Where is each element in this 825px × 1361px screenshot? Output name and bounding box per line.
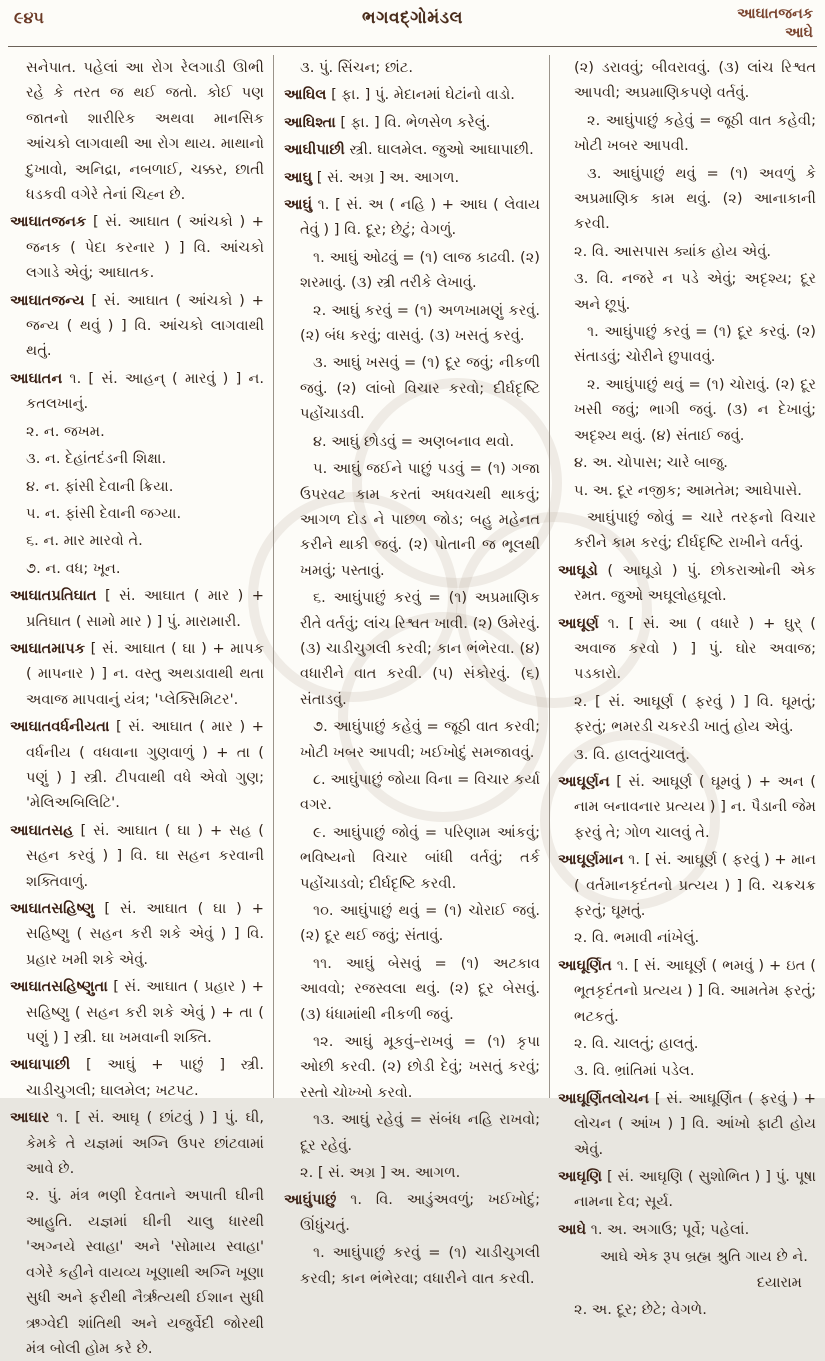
- dict-paragraph: [558, 953, 816, 1029]
- paragraph-text: ૩. વિ. હાલતુંચાલતું.: [574, 745, 690, 763]
- dict-paragraph: [284, 820, 540, 896]
- dict-paragraph: [284, 767, 540, 818]
- paragraph-text: ૨. વિ. ચાલતું; હાલતું.: [574, 1035, 699, 1053]
- dict-paragraph: [284, 1107, 540, 1158]
- dict-paragraph: [284, 165, 540, 190]
- dict-paragraph: [10, 1183, 264, 1361]
- dict-paragraph: [558, 319, 816, 370]
- paragraph-text: [ સં. આઘાત ( માર ) + પ્રતિઘાત ( સામો માર ) ] પું. મારામારી.: [26, 587, 264, 630]
- column-divider: [549, 55, 550, 1098]
- dict-paragraph: [10, 714, 264, 816]
- paragraph-text: ૨. અ. દૂર; છેટે; વેગળે.: [574, 1301, 707, 1319]
- headword: આઘૂર્ણન: [558, 772, 610, 790]
- dict-paragraph: [10, 446, 264, 471]
- dict-paragraph: [10, 1052, 264, 1103]
- dict-paragraph: [10, 419, 264, 444]
- headword: આઘાતન: [10, 369, 63, 387]
- paragraph-text: ૨. વિ. ભમાવી નાંખેલું.: [574, 929, 700, 947]
- headword: આઘૂર્ણિતલોચન: [558, 1089, 650, 1107]
- dict-paragraph: [558, 1244, 816, 1295]
- headword: આઘૂર્ણમાન: [558, 851, 624, 869]
- paragraph-text: ૧. [ સં. આઘૂર્ણ ( ફરવું ) + માન ( વર્તમાનકૃદંતનો પ્રત્યય ) ] વિ. ચક્રચક્ર ફરતું; ઘૂમતું.: [574, 851, 816, 919]
- paragraph-text: ૨. ન. જખમ.: [26, 422, 105, 440]
- dict-paragraph: [10, 209, 264, 285]
- headword: આઘાતસહ: [10, 821, 74, 839]
- paragraph-text: [ સં. આઘાત ( ઘા ) + સહિષ્ણુ ( સહન કરી શકે એવું ) ] વિ. પ્રહાર ખમી શકે એવું.: [26, 900, 264, 968]
- dict-paragraph: [558, 372, 816, 448]
- paragraph-text: આઘે એક રૂપ બ્રહ્મ શ્રુતિ ગાય છે ને.: [600, 1248, 808, 1266]
- paragraph-text: ૫. આઘું જઈને પાછું પડવું = (૧) ગજા ઉપરવટ કામ કરતાં અધવચથી થાકવું; આગળ દોડ ને પાછળ જોડ; બહુ મહેનત કરીને થાકી જવું. (૨) પોતાની જ ભૂલથી ખમવું; પસ્તાવું.: [300, 460, 540, 579]
- paragraph-text: ૧. [ સં. આઘૂર્ણ ( ભમવું ) + ઇત ( ભૂતકૃદંતનો પ્રત્યય ) ] વિ. આમતેમ ફરતું; ભટકતું.: [574, 956, 816, 1025]
- dict-paragraph: [10, 528, 264, 553]
- paragraph-text: સનેપાત. પહેલાં આ રોગ રેલગાડી ઊભી રહે કે તરત જ થઈ જતો. કોઈ પણ જાતનો શારીરિક અથવા માનસિક આંચકો લાગવાથી આ રોગ થાય. માથાનો દુખાવો, અનિદ્રા, નબળાઈ, ચક્કર, છાતી ધડકવી વગેરે તેનાં ચિહ્ન છે.: [26, 59, 264, 204]
- paragraph-text: ૧૩. આઘું રહેવું = સંબંધ નહિ રાખવો; દૂર રહેવું.: [300, 1111, 540, 1154]
- paragraph-text: [ ફા. ] વિ. ભેળસેળ કરેલું.: [335, 113, 491, 131]
- paragraph-text: ૪. અ. ચોપાસ; ચારે બાજુ.: [574, 454, 728, 472]
- paragraph-text: ૫. અ. દૂર નજીક; આમતેમ; આઘેપાસે.: [574, 481, 802, 499]
- paragraph-text: ૩. વિ. નજરે ન પડે એવું; અદૃશ્ય; દૂર અને છૂપું.: [574, 270, 816, 313]
- paragraph-text: ૪. આઘું છોડવું = અણબનાવ થવો.: [313, 432, 515, 450]
- headword: આઘુંપાછું: [284, 1191, 337, 1209]
- dict-paragraph: [284, 1029, 540, 1105]
- text-column-2: [284, 55, 540, 1287]
- page-title: ભગવદ્ગોમંડલ: [362, 8, 463, 28]
- headword: આઘાતસહિષ્ણુ: [10, 900, 95, 917]
- dict-paragraph: [558, 266, 816, 317]
- paragraph-text: ૭. આઘુંપાછું કહેવું = જૂઠી વાત કરવી; ખોટી ખબર આપવી; ખઈખોદું સમજાવવું.: [300, 718, 540, 761]
- dict-paragraph: [558, 478, 816, 503]
- paragraph-text: [ સં. અગ્ર ] અ. આગળ.: [312, 168, 460, 186]
- dict-paragraph: [558, 1297, 816, 1322]
- paragraph-text: ૧૨. આઘું મૂકવું–રાખવું = (૧) કૃપા ઓછી કરવી. (૨) છોડી દેવું; ખસતું કરવું; રસ્તો ચોખ્ખો કરવો.: [300, 1033, 540, 1101]
- paragraph-text: (૨) ડરાવવું; બીવરાવવું. (૩) લાંચ રિશ્વત આપવી; અપ્રમાણિકપણે વર્તવું.: [574, 59, 816, 102]
- headword: આઘાતવર્ધનીયતા: [10, 718, 110, 736]
- dict-paragraph: [284, 110, 540, 135]
- dict-paragraph: [558, 1217, 816, 1242]
- dict-paragraph: [558, 558, 816, 609]
- paragraph-text: ૧. [ સં. આહન્ ( મારવું ) ] ન. કતલખાનું.: [26, 369, 264, 413]
- dict-paragraph: [558, 742, 816, 767]
- dict-paragraph: [284, 137, 540, 162]
- paragraph-text: સ્ત્રી. ઘાલમેલ. જુઓ આઘાપાછી.: [344, 141, 534, 159]
- paragraph-text: ૧૦. આઘુંપાછું થવું = (૧) ચોરાઈ જવું. (૨) દૂર થઈ જવું; સંતાવું.: [300, 902, 540, 945]
- dict-paragraph: [10, 636, 264, 712]
- paragraph-text: ૨. આઘું કરવું = (૧) અળખામણું કરવું. (૨) બંધ કરવું; વાસવું. (૩) ખસતું કરવું.: [300, 301, 540, 345]
- paragraph-text: ૬. ન. માર મારવો તે.: [26, 532, 143, 550]
- dict-paragraph: [10, 288, 264, 364]
- header-rule: [8, 46, 817, 47]
- paragraph-text: ૨. [ સં. અગ્ર ] અ. આગળ.: [300, 1164, 461, 1182]
- dict-paragraph: [284, 245, 540, 296]
- paragraph-text: [ સં. આઘૂર્ણ ( ઘૂમવું ) + અન ( નામ બનાવનાર પ્રત્યય ) ] ન. પૈડાની જેમ ફરવું તે; ગોળ ચાલવું તે.: [574, 772, 816, 841]
- guide-words: [737, 5, 813, 43]
- text-column-1: [10, 55, 264, 1357]
- page-number: ૯૪૫: [14, 8, 44, 27]
- paragraph-text: ૨. વિ. આસપાસ ક્યાંક હોય એવું.: [574, 242, 772, 260]
- headword: આઘૂડો: [558, 561, 598, 579]
- dict-paragraph: [284, 714, 540, 765]
- paragraph-text: ૩. પું. સિંચન; છાંટ.: [300, 59, 413, 76]
- dict-paragraph: [284, 429, 540, 454]
- dict-paragraph: [558, 108, 816, 159]
- dict-paragraph: [284, 1240, 540, 1291]
- dict-paragraph: [558, 1031, 816, 1056]
- paragraph-text: [ સં. આઘાત ( ઘા ) + સહ ( સહન કરવું ) ] વિ. ઘા સહન કરવાની શક્તિવાળું.: [26, 821, 264, 890]
- paragraph-text: ૨. આઘુંપાછું કહેવું = જૂઠી વાત કહેવી; ખોટી ખબર આપવી.: [574, 111, 816, 155]
- dict-paragraph: [10, 1105, 264, 1181]
- paragraph-text: ૧. આઘુંપાછું કરવું = (૧) દૂર કરવું. (૨) સંતાડવું; ચોરીને છુપાવવું.: [574, 323, 816, 366]
- headword: આઘૂર્ણ: [558, 614, 599, 632]
- headword: આઘુ: [284, 168, 313, 186]
- headword: આઘાતપ્રતિઘાત: [10, 587, 97, 605]
- paragraph-text: ૩. આઘુંપાછું થવું = (૧) અવળું કે અપ્રમાણિક કામ થવું. (૨) આનાકાની કરવી.: [574, 164, 816, 233]
- dict-paragraph: [558, 1086, 816, 1162]
- paragraph-text: ૨. [ સં. આઘૂર્ણ ( ફરવું ) ] વિ. ઘૂમતું; ફરતું; ભમરડી ચકરડી ખાતું હોય એવું.: [574, 692, 816, 736]
- paragraph-text: ૬. આઘુંપાછું કરવું = (૧) અપ્રમાણિક રીતે વર્તવું; લાંચ રિશ્વત ખાવી. (૨) ઉમેરવું. (૩) ચાડીચુગલી કરવી; કાન ભંભેરવા. (૪) વધારીને વાત કરવી. (૫) સંકોરવું. (૬) સંતાડવું.: [300, 589, 540, 708]
- paragraph-text: [ આઘું + પાછું ] સ્ત્રી. ચાડીચુગલી; ઘાલમેલ; ખટપટ.: [26, 1056, 264, 1099]
- headword: આઘૃણિ: [558, 1168, 603, 1186]
- dict-paragraph: [284, 192, 540, 243]
- paragraph-text: [ સં. આઘાત ( ઘા ) + માપક ( માપનાર ) ] ન. વસ્તુ અથડાવાથી થતા અવાજ માપવાનું યંત્ર; 'પ્લેક્સિમિટર'.: [26, 639, 264, 708]
- paragraph-text: ૧. અ. અગાઉ; પૂર્વે; પહેલાં.: [586, 1220, 750, 1238]
- dict-paragraph: [558, 925, 816, 950]
- dict-paragraph: [558, 505, 816, 556]
- dict-paragraph: [558, 161, 816, 237]
- headword: આઘાતસહિષ્ણુતા: [10, 978, 108, 996]
- headword: આઘાતજનક: [10, 213, 87, 231]
- dict-paragraph: [284, 55, 540, 80]
- dict-paragraph: [10, 818, 264, 894]
- paragraph-text: ૨. આઘુંપાછું થવું = (૧) ચોરાવું. (૨) દૂર ખસી જવું; ભાગી જવું. (૩) ન દેખાવું; અદૃશ્ય થવું. (૪) સંતાઈ જવું.: [574, 375, 816, 444]
- dict-paragraph: [10, 974, 264, 1050]
- dict-paragraph: [558, 611, 816, 687]
- dict-paragraph: [558, 689, 816, 740]
- paragraph-text: [ સં. આઘૂર્ણિત ( ફરવું ) + લોચન ( આંખ ) ] વિ. આંખો ફાટી હોય એવું.: [574, 1089, 816, 1158]
- paragraph-text: ૧. આઘું ઓઢવું = (૧) લાજ કાઢવી. (૨) શરમાવું. (૩) સ્ત્રી તરીકે લેખાવું.: [300, 248, 540, 292]
- paragraph-text: ( આઘૂડો ) પું. છોકરાઓની એક રમત. જુઓ અઘૂલોહઘૂલો.: [574, 561, 816, 605]
- headword: આઘાર: [10, 1109, 50, 1127]
- paragraph-text: ૮. આઘુંપાછું જોયા વિના = વિચાર કર્યા વગર.: [300, 770, 540, 814]
- paragraph-text: ૧. [ સં. અ ( નહિ ) + આઘ ( લેવાય તેવું ) ] વિ. દૂર; છેટું; વેગળું.: [300, 196, 540, 239]
- dict-paragraph: [558, 769, 816, 845]
- headword: આઘિલ: [284, 86, 327, 104]
- dict-paragraph: [284, 898, 540, 949]
- headword: આઘીપાછી: [284, 141, 345, 159]
- dict-paragraph: [558, 1164, 816, 1215]
- paragraph-text: [ ફા. ] પું. મેદાનમાં ઘેટાંનો વાડો.: [326, 86, 515, 104]
- paragraph-text: ૪. ન. ફાંસી દેવાની ક્રિયા.: [26, 477, 174, 495]
- dict-paragraph: [10, 474, 264, 499]
- dict-paragraph: [284, 298, 540, 349]
- headword: આઘાતજન્ય: [10, 291, 85, 309]
- paragraph-text: આઘુંપાછું જોવું = ચારે તરફનો વિચાર કરીને કામ કરવું; દીર્ઘદૃષ્ટિ રાખીને વર્તવું.: [574, 508, 816, 552]
- paragraph-text: ૫. ન. ફાંસી દેવાની જગ્યા.: [26, 504, 182, 522]
- dict-paragraph: [10, 501, 264, 526]
- dict-paragraph: [284, 350, 540, 426]
- dict-paragraph: [10, 583, 264, 634]
- paragraph-text: ૧. [ સં. આ ( વધારે ) + ઘુર્ ( અવાજ કરવો ) ] પું. ઘોર અવાજ; પડકારો.: [574, 614, 816, 683]
- paragraph-text: [ સં. આઘાત ( માર ) + વર્ધનીય ( વધવાના ગુણવાળું ) + તા ( પણું ) ] સ્ત્રી. ટીપવાથી વધે એવો ગુણ; 'મેલિઅબિલિટિ'.: [26, 718, 264, 812]
- paragraph-text: ૧. [ સં. આઘૃ ( છાંટવું ) ] પું. ઘી, કેમકે તે યજ્ઞમાં અગ્નિ ઉપર છાંટવામાં આવે છે.: [26, 1109, 264, 1178]
- paragraph-text: ૩. આઘું ખસવું = (૧) દૂર જવું; નીકળી જવું. (૨) લાંબો વિચાર કરવો; દીર્ઘદૃષ્ટિ પહોંચાડવી.: [300, 354, 540, 423]
- paragraph-text: [ સં. આઘાત ( પ્રહાર ) + સહિષ્ણુ ( સહન કરી શકે એવું ) + તા ( પણું ) ] સ્ત્રી. ઘા ખમવાની શક્તિ.: [26, 978, 264, 1047]
- quote-attribution: દયારામ: [756, 1273, 802, 1291]
- dict-paragraph: [284, 1160, 540, 1185]
- paragraph-text: ૧૧. આઘું બેસવું = (૧) અટકાવ આવવો; રજસ્વલા થવું. (૨) દૂર બેસવું. (૩) ધંધામાંથી નીકળી જવું.: [300, 954, 540, 1023]
- dict-paragraph: [10, 556, 264, 581]
- dict-paragraph: [558, 1058, 816, 1083]
- dict-paragraph: [284, 82, 540, 107]
- paragraph-text: ૩. વિ. ભ્રાંતિમાં પડેલ.: [574, 1062, 695, 1080]
- guide-word-first: આઘાતજનક: [737, 6, 813, 22]
- guide-word-last: આઘે: [785, 25, 813, 41]
- dict-paragraph: [10, 366, 264, 417]
- column-divider: [273, 55, 274, 1098]
- dict-paragraph: [558, 450, 816, 475]
- headword: આઘિશ્તા: [284, 113, 336, 131]
- paragraph-text: ૯. આઘુંપાછું જોવું = પરિણામ આંકવું; ભવિષ્યનો વિચાર બાંધી વર્તવું; તર્ક પહોંચાડવો; દીર્ઘદૃષ્ટિ કરવી.: [300, 823, 540, 892]
- dict-paragraph: [558, 55, 816, 106]
- text-column-3: [558, 55, 816, 1319]
- dict-paragraph: [558, 847, 816, 923]
- paragraph-text: ૨. પું. મંત્ર ભણી દેવતાને અપાતી ઘીની આહુતિ. યજ્ઞમાં ઘીની ચાલુ ધારથી 'અગ્નયે સ્વાહા' અને 'સોમાય સ્વાહા' વગેરે કહીને વાયવ્ય ખૂણાથી અગ્નિ ખૂણા સુધી અને ફરીથી નૈર્ઋત્યથી ઈશાન સુધી ઋગ્વેદી શાંતિથી અને યજુર્વેદી જોરથી મંત્ર બોલી હોમ કરે છે.: [26, 1187, 264, 1357]
- headword: આઘાપાછી: [10, 1056, 71, 1074]
- paragraph-text: [ સં. આઘાત ( આંચકો ) + જનક ( પેદા કરનાર ) ] વિ. આંચકો લગાડે એવું; આઘાતક.: [26, 213, 264, 282]
- headword: આઘાતમાપક: [10, 639, 85, 657]
- dict-paragraph: [284, 456, 540, 583]
- paragraph-text: ૧. આઘુંપાછું કરવું = (૧) ચાડીચુગલી કરવી; કાન ભંભેરવા; વધારીને વાત કરવી.: [300, 1244, 540, 1287]
- dict-paragraph: [558, 239, 816, 264]
- headword: આઘૂર્ણિત: [558, 956, 612, 974]
- headword: આઘે: [558, 1220, 587, 1238]
- paragraph-text: [ સં. આઘાત ( આંચકો ) + જન્ય ( થવું ) ] વિ. આંચકો લાગવાથી થતું.: [26, 291, 264, 360]
- dict-paragraph: [10, 55, 264, 207]
- paragraph-text: ૩. ન. દેહાંતદંડની શિક્ષા.: [26, 450, 167, 468]
- paragraph-text: ૧. વિ. આડુંઅવળું; ખઈખોદું; ઊંધુંચતું.: [300, 1191, 540, 1234]
- paragraph-text: [ સં. આઘૃણિ ( સુશોભિત ) ] પું. પૂષા નામના દેવ; સૂર્ય.: [574, 1168, 816, 1211]
- dict-paragraph: [284, 951, 540, 1027]
- paragraph-text: ૭. ન. વધ; ખૂન.: [26, 559, 121, 577]
- dict-paragraph: [10, 896, 264, 972]
- headword: આઘું: [284, 196, 313, 214]
- dict-paragraph: [284, 585, 540, 712]
- dict-paragraph: [284, 1187, 540, 1238]
